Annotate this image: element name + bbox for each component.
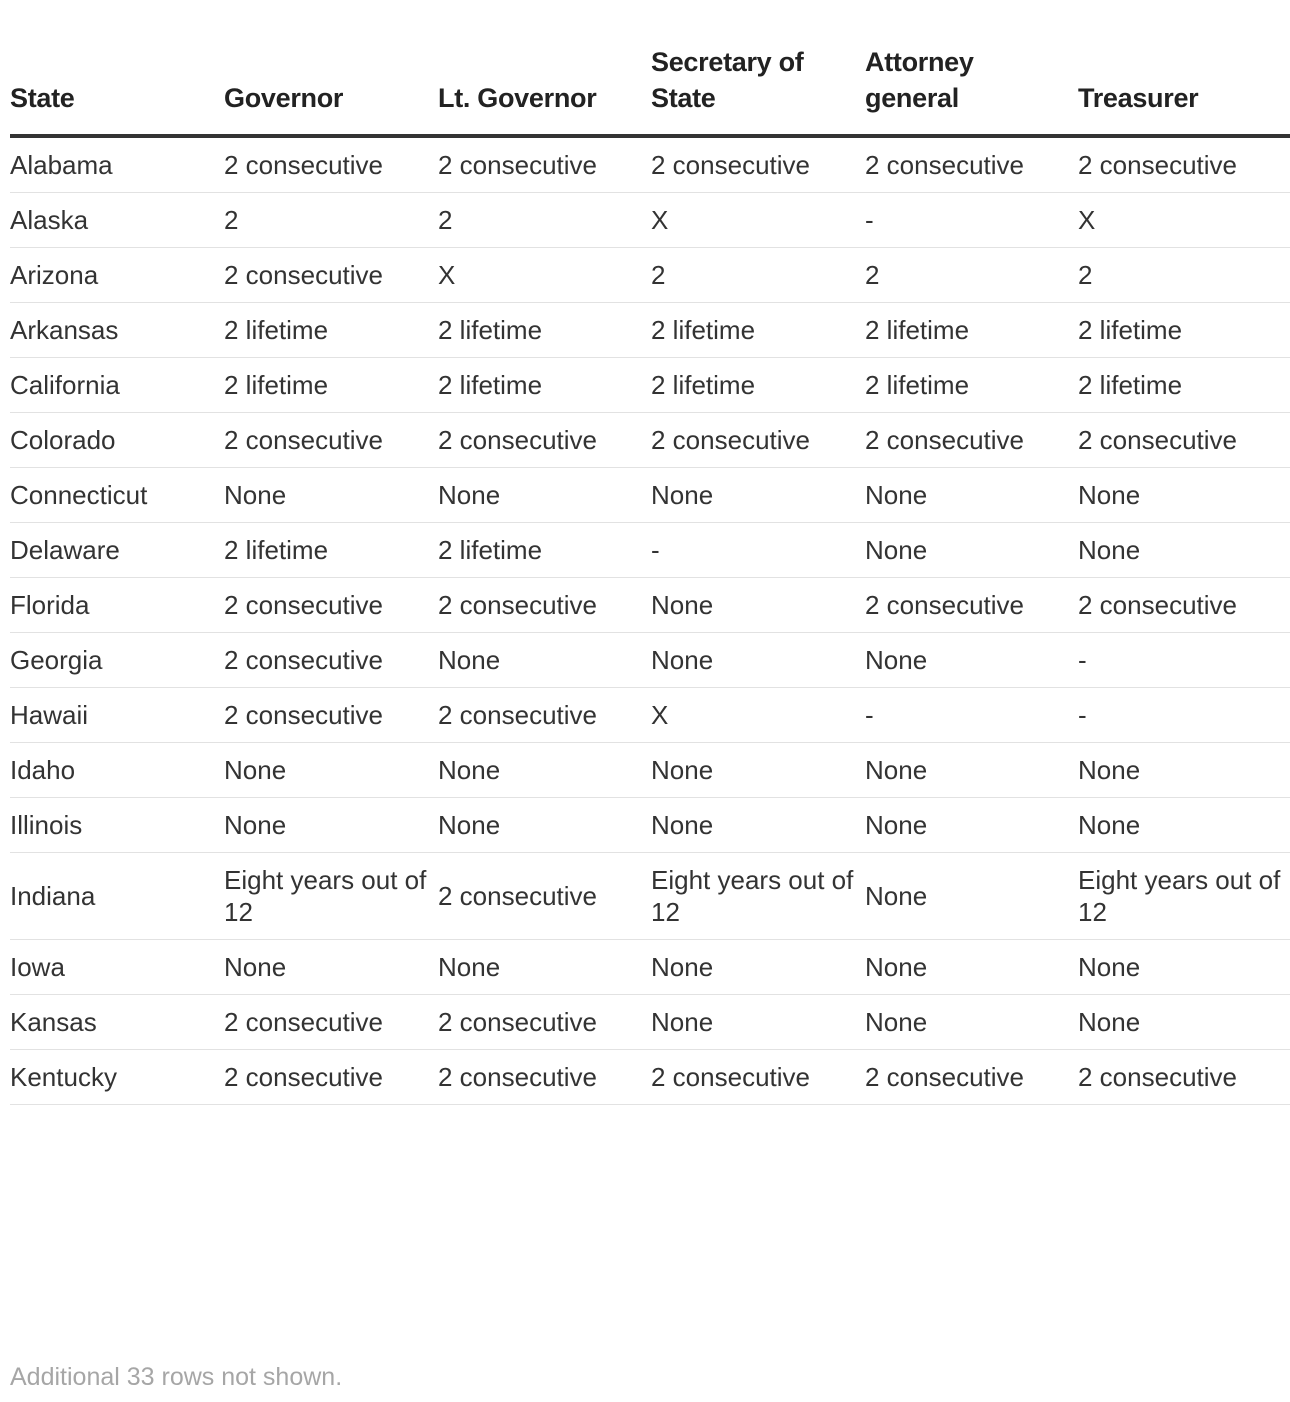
state-cell: Hawaii — [10, 688, 224, 743]
secretary-of-state-cell: 2 consecutive — [651, 413, 865, 468]
lt-governor-cell: X — [438, 248, 651, 303]
lt-governor-cell: 2 lifetime — [438, 303, 651, 358]
attorney-general-cell: None — [865, 743, 1078, 798]
lt-governor-cell: 2 consecutive — [438, 578, 651, 633]
secretary-of-state-cell: None — [651, 743, 865, 798]
secretary-of-state-cell: None — [651, 633, 865, 688]
treasurer-cell: None — [1078, 743, 1290, 798]
state-cell: Kansas — [10, 995, 224, 1050]
table-row — [10, 248, 1290, 303]
column-header-state[interactable]: State — [10, 44, 224, 136]
state-cell: Kentucky — [10, 1050, 224, 1105]
table-container — [10, 44, 1281, 1105]
secretary-of-state-cell: 2 consecutive — [651, 136, 865, 193]
table-row — [10, 1050, 1290, 1105]
attorney-general-cell: - — [865, 688, 1078, 743]
state-cell: Alabama — [10, 136, 224, 193]
lt-governor-cell: 2 consecutive — [438, 995, 651, 1050]
treasurer-cell: 2 lifetime — [1078, 358, 1290, 413]
table-row — [10, 853, 1290, 940]
treasurer-cell: 2 consecutive — [1078, 578, 1290, 633]
state-cell: Indiana — [10, 853, 224, 940]
lt-governor-cell: None — [438, 633, 651, 688]
lt-governor-cell: 2 lifetime — [438, 523, 651, 578]
governor-cell: 2 consecutive — [224, 578, 438, 633]
secretary-of-state-cell: None — [651, 995, 865, 1050]
table-row — [10, 303, 1290, 358]
lt-governor-cell: None — [438, 468, 651, 523]
table-row — [10, 358, 1290, 413]
secretary-of-state-cell: None — [651, 798, 865, 853]
treasurer-cell: Eight years out of 12 — [1078, 853, 1290, 940]
governor-cell: 2 lifetime — [224, 358, 438, 413]
secretary-of-state-cell: X — [651, 688, 865, 743]
table-row — [10, 193, 1290, 248]
table-row — [10, 995, 1290, 1050]
attorney-general-cell: - — [865, 193, 1078, 248]
state-cell: Delaware — [10, 523, 224, 578]
table-row — [10, 578, 1290, 633]
governor-cell: 2 consecutive — [224, 688, 438, 743]
table-row — [10, 523, 1290, 578]
treasurer-cell: - — [1078, 633, 1290, 688]
table-row — [10, 743, 1290, 798]
lt-governor-cell: 2 consecutive — [438, 853, 651, 940]
state-cell: Iowa — [10, 940, 224, 995]
state-cell: California — [10, 358, 224, 413]
attorney-general-cell: 2 lifetime — [865, 303, 1078, 358]
lt-governor-cell: 2 lifetime — [438, 358, 651, 413]
governor-cell: None — [224, 468, 438, 523]
lt-governor-cell: 2 — [438, 193, 651, 248]
lt-governor-cell: 2 consecutive — [438, 688, 651, 743]
state-cell: Connecticut — [10, 468, 224, 523]
column-header-governor[interactable]: Governor — [224, 44, 438, 136]
treasurer-cell: None — [1078, 940, 1290, 995]
state-cell: Arkansas — [10, 303, 224, 358]
attorney-general-cell: None — [865, 798, 1078, 853]
governor-cell: 2 — [224, 193, 438, 248]
attorney-general-cell: 2 — [865, 248, 1078, 303]
treasurer-cell: - — [1078, 688, 1290, 743]
secretary-of-state-cell: None — [651, 578, 865, 633]
table-body — [10, 136, 1290, 1105]
treasurer-cell: 2 consecutive — [1078, 136, 1290, 193]
attorney-general-cell: 2 lifetime — [865, 358, 1078, 413]
lt-governor-cell: None — [438, 940, 651, 995]
secretary-of-state-cell: Eight years out of 12 — [651, 853, 865, 940]
attorney-general-cell: None — [865, 633, 1078, 688]
attorney-general-cell: 2 consecutive — [865, 136, 1078, 193]
secretary-of-state-cell: None — [651, 940, 865, 995]
governor-cell: 2 consecutive — [224, 248, 438, 303]
state-cell: Alaska — [10, 193, 224, 248]
lt-governor-cell: None — [438, 798, 651, 853]
lt-governor-cell: 2 consecutive — [438, 413, 651, 468]
table-row — [10, 688, 1290, 743]
table-row — [10, 940, 1290, 995]
treasurer-cell: X — [1078, 193, 1290, 248]
governor-cell: Eight years out of 12 — [224, 853, 438, 940]
governor-cell: 2 consecutive — [224, 1050, 438, 1105]
state-cell: Florida — [10, 578, 224, 633]
treasurer-cell: None — [1078, 995, 1290, 1050]
lt-governor-cell: None — [438, 743, 651, 798]
treasurer-cell: 2 consecutive — [1078, 413, 1290, 468]
table-row — [10, 798, 1290, 853]
treasurer-cell: 2 consecutive — [1078, 1050, 1290, 1105]
table-row — [10, 468, 1290, 523]
table-row — [10, 633, 1290, 688]
governor-cell: 2 consecutive — [224, 413, 438, 468]
secretary-of-state-cell: 2 — [651, 248, 865, 303]
lt-governor-cell: 2 consecutive — [438, 136, 651, 193]
lt-governor-cell: 2 consecutive — [438, 1050, 651, 1105]
governor-cell: None — [224, 798, 438, 853]
governor-cell: 2 consecutive — [224, 136, 438, 193]
attorney-general-cell: None — [865, 995, 1078, 1050]
treasurer-cell: 2 lifetime — [1078, 303, 1290, 358]
governor-cell: None — [224, 940, 438, 995]
treasurer-cell: None — [1078, 523, 1290, 578]
secretary-of-state-cell: X — [651, 193, 865, 248]
column-header-attorney-general[interactable]: Attorney general — [865, 44, 1078, 136]
secretary-of-state-cell: 2 consecutive — [651, 1050, 865, 1105]
column-header-secretary-of-state[interactable]: Secretary of State — [651, 44, 865, 136]
state-cell: Idaho — [10, 743, 224, 798]
governor-cell: 2 lifetime — [224, 303, 438, 358]
header-row — [10, 44, 1290, 136]
governor-cell: None — [224, 743, 438, 798]
column-header-lt-governor[interactable]: Lt. Governor — [438, 44, 651, 136]
treasurer-cell: None — [1078, 798, 1290, 853]
state-cell: Arizona — [10, 248, 224, 303]
secretary-of-state-cell: 2 lifetime — [651, 303, 865, 358]
attorney-general-cell: 2 consecutive — [865, 578, 1078, 633]
table-header — [10, 44, 1290, 136]
term-limits-table — [10, 44, 1290, 1105]
secretary-of-state-cell: None — [651, 468, 865, 523]
secretary-of-state-cell: 2 lifetime — [651, 358, 865, 413]
attorney-general-cell: 2 consecutive — [865, 413, 1078, 468]
table-row — [10, 413, 1290, 468]
rows-not-shown-note: Additional 33 rows not shown. — [10, 1363, 343, 1391]
state-cell: Colorado — [10, 413, 224, 468]
attorney-general-cell: None — [865, 853, 1078, 940]
governor-cell: 2 consecutive — [224, 633, 438, 688]
state-cell: Georgia — [10, 633, 224, 688]
column-header-treasurer[interactable]: Treasurer — [1078, 44, 1290, 136]
attorney-general-cell: None — [865, 523, 1078, 578]
attorney-general-cell: 2 consecutive — [865, 1050, 1078, 1105]
treasurer-cell: None — [1078, 468, 1290, 523]
governor-cell: 2 lifetime — [224, 523, 438, 578]
attorney-general-cell: None — [865, 940, 1078, 995]
table-row — [10, 136, 1290, 193]
attorney-general-cell: None — [865, 468, 1078, 523]
treasurer-cell: 2 — [1078, 248, 1290, 303]
state-cell: Illinois — [10, 798, 224, 853]
governor-cell: 2 consecutive — [224, 995, 438, 1050]
secretary-of-state-cell: - — [651, 523, 865, 578]
